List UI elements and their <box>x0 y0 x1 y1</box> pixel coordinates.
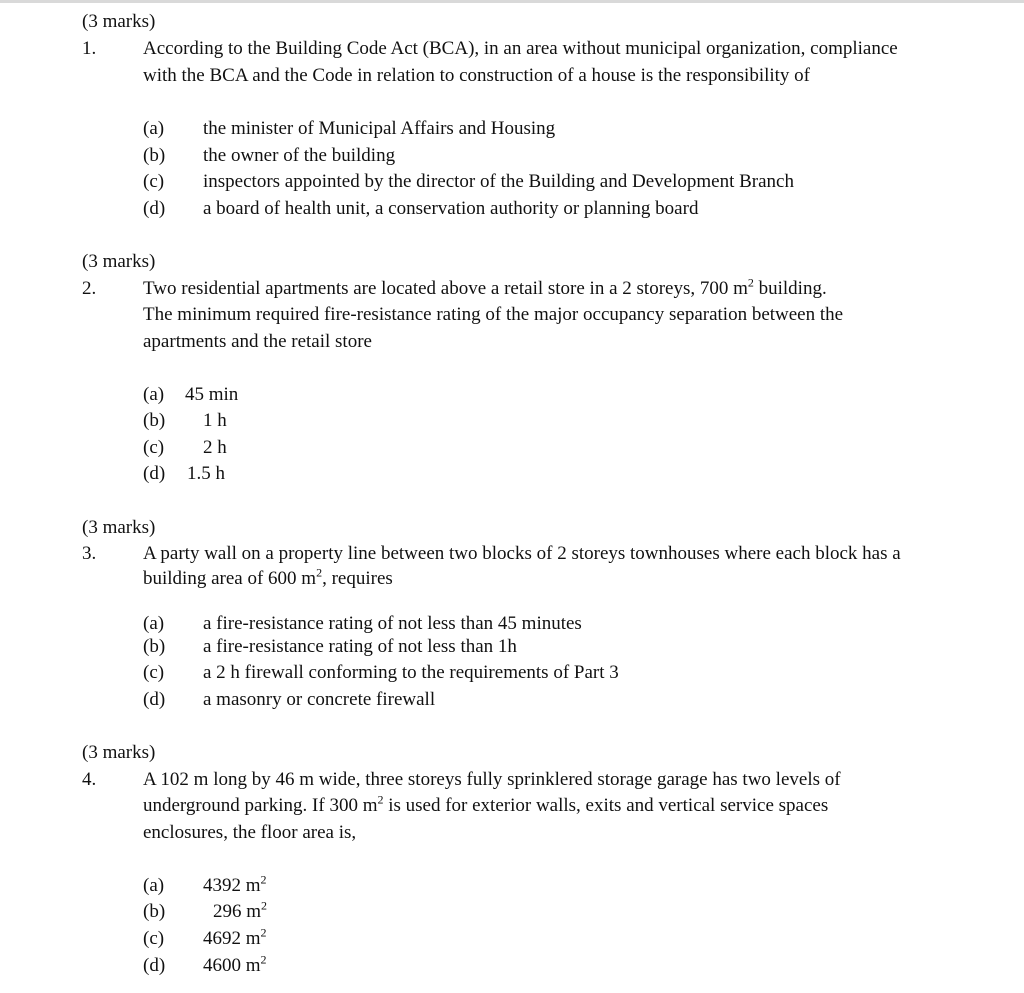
question-stem-line: A 102 m long by 46 m wide, three storeys fully sprinklered storage garage has two levels of <box>143 769 841 790</box>
question-stem-line: enclosures, the floor area is, <box>143 822 357 843</box>
option-label: (b) <box>143 901 166 922</box>
superscript: 2 <box>377 792 384 807</box>
option-text: the minister of Municipal Affairs and Housing <box>203 118 556 139</box>
option-text: a fire-resistance rating of not less than 1h <box>203 636 517 657</box>
stem-text: is used for exterior walls, exits and vertical service spaces <box>383 795 829 816</box>
option-label: (b) <box>143 410 166 431</box>
option-label: (a) <box>143 875 165 896</box>
option-label: (c) <box>143 928 165 949</box>
option-label: (c) <box>143 437 165 458</box>
page-top-border <box>0 0 1024 3</box>
question-number: 2. <box>82 278 97 299</box>
option-text: 2 h <box>203 437 227 458</box>
option-value: 4600 m <box>203 955 261 976</box>
option-label: (b) <box>143 145 166 166</box>
option-label: (d) <box>143 955 166 976</box>
option-text: a 2 h firewall conforming to the requirements of Part 3 <box>203 662 619 683</box>
option-text <box>203 952 267 979</box>
question-stem-line: with the BCA and the Code in relation to construction of a house is the responsibility of <box>143 65 811 86</box>
question-marks: (3 marks) <box>82 742 156 763</box>
superscript: 2 <box>260 872 267 887</box>
question-number: 3. <box>82 543 97 564</box>
option-text: a masonry or concrete firewall <box>203 689 436 710</box>
option-text: a fire-resistance rating of not less than 45 minutes <box>203 613 582 634</box>
superscript: 2 <box>261 898 268 913</box>
question-stem-line <box>143 565 393 592</box>
question-number: 1. <box>82 38 97 59</box>
option-value: 4392 m <box>203 875 261 896</box>
superscript: 2 <box>747 275 754 290</box>
option-text: 45 min <box>185 384 239 405</box>
option-label: (a) <box>143 384 165 405</box>
option-text <box>203 872 267 899</box>
stem-text: building. <box>753 278 827 299</box>
superscript: 2 <box>316 565 323 580</box>
option-label: (b) <box>143 636 166 657</box>
option-label: (d) <box>143 463 166 484</box>
option-label: (c) <box>143 171 165 192</box>
superscript: 2 <box>260 952 267 967</box>
question-stem-line <box>143 792 828 819</box>
question-marks: (3 marks) <box>82 517 156 538</box>
option-text: the owner of the building <box>203 145 396 166</box>
option-label: (c) <box>143 662 165 683</box>
option-text <box>213 898 267 925</box>
option-text: 1.5 h <box>187 463 225 484</box>
stem-text: building area of 600 m <box>143 568 317 589</box>
question-stem-line: A party wall on a property line between two blocks of 2 storeys townhouses where each block has a <box>143 543 901 564</box>
question-marks: (3 marks) <box>82 251 156 272</box>
question-number: 4. <box>82 769 97 790</box>
option-label: (d) <box>143 198 166 219</box>
question-stem-line: apartments and the retail store <box>143 331 372 352</box>
option-text: a board of health unit, a conservation authority or planning board <box>203 198 699 219</box>
question-stem-line: According to the Building Code Act (BCA), in an area without municipal organization, compliance <box>143 38 898 59</box>
question-marks: (3 marks) <box>82 11 156 32</box>
question-stem-line <box>143 275 827 302</box>
option-text <box>203 925 267 952</box>
option-label: (a) <box>143 613 165 634</box>
superscript: 2 <box>260 925 267 940</box>
option-value: 4692 m <box>203 928 261 949</box>
option-label: (d) <box>143 689 166 710</box>
option-text: inspectors appointed by the director of the Building and Development Branch <box>203 171 794 192</box>
stem-text: , requires <box>322 568 393 589</box>
option-label: (a) <box>143 118 165 139</box>
option-value: 296 m <box>213 901 262 922</box>
question-stem-line: The minimum required fire-resistance rating of the major occupancy separation between the <box>143 304 844 325</box>
stem-text: underground parking. If 300 m <box>143 795 378 816</box>
stem-text: Two residential apartments are located above a retail store in a 2 storeys, 700 m <box>143 278 748 299</box>
option-text: 1 h <box>203 410 227 431</box>
